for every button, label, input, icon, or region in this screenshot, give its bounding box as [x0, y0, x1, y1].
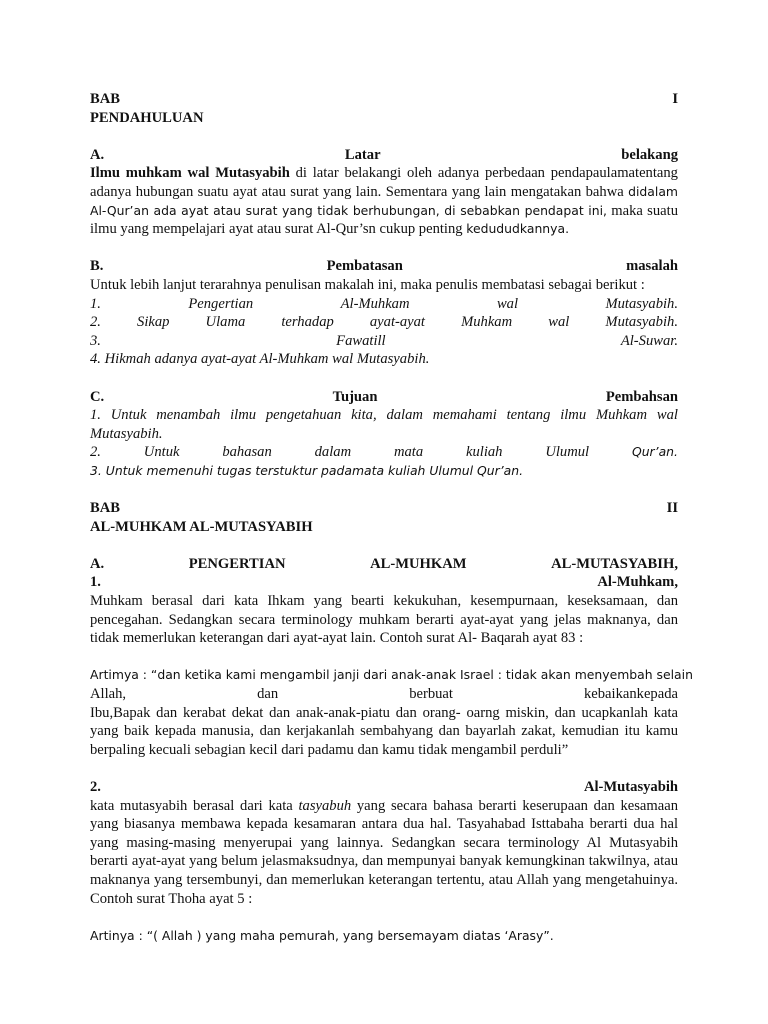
text-word: Al-Suwar. — [620, 332, 678, 349]
text-word: ilmu — [560, 407, 587, 424]
text-word: yang secara bahasa berarti keserupaan dan kesamaan yang biasanya membawa kepada kesamaran antara dua hal. Tasyahabad Isttabaha berarti dua hal yang masing-masing menyerupai yang lainnya. Sedangkan secara terminology Al Mutasyabih berarti ayat-ayat yang belum jelasmaksudnya, dan mempunyai banyak kemungkinan takwilnya, atau maknanya yang tersembunyi, dan memerlukan keterangan tertentu, atau Allah yang mengetahuinya. Contoh surat Thoha ayat 5 : — [90, 797, 678, 907]
text-word: Al-Muhkam — [340, 295, 410, 312]
list-item: 4. Hikmah adanya ayat-ayat Al-Muhkam wal Mutasyabih. — [90, 351, 430, 368]
artinya-rest: Ibu,Bapak dan kerabat dekat dan anak-anak-piatu dan orang- oarng miskin, dan ucapkanlah kata yang baik kepada manusia, dan kerjakanlah sembahyang dan bayarlah zakat, kemudian itu kamu berpaling kecuali sebagian kecil dari padamu dan kamu tidak mengambil perduli” — [90, 704, 678, 758]
muhkam-paragraph: Muhkam berasal dari kata Ihkam yang bearti kekukuhan, kesempurnaan, keseksamaan, dan pencegahan. Sedangkan secara terminology muhkam berarti ayat-ayat yang jelas maknanya, dan tidak memerlukan keterangan dari ayat-ayat lain. Contoh surat Al- Baqarah ayat 83 : — [90, 593, 678, 647]
text-word: kita, — [351, 407, 377, 424]
text-word: dalam — [386, 407, 423, 424]
text-word: dalam — [314, 444, 352, 461]
bab1-word: BAB — [90, 91, 121, 107]
document-body — [90, 90, 693, 945]
section-a-word: Latar — [344, 146, 381, 163]
text-word: tasyabuh — [298, 797, 352, 814]
mutasyabih-paragraph — [90, 797, 678, 909]
text-word: PENGERTIAN — [188, 555, 286, 572]
text-word: menambah — [156, 407, 221, 424]
section-b-word: masalah — [626, 258, 678, 275]
subsection-1-heading — [90, 573, 678, 592]
section-a-heading — [90, 146, 678, 165]
text-word: tentang — [506, 407, 551, 424]
section-b-intro: Untuk lebih lanjut terarahnya penulisan makalah ini, maka penulis membatasi sebagai berikut : — [90, 276, 645, 293]
text-word: pengetahuan — [265, 407, 342, 424]
text-word: Artimya : — [90, 667, 151, 683]
text-word: kebaikankepada — [583, 686, 678, 702]
section-c-word: Tujuan — [332, 388, 378, 405]
section-a-text: di latar belakangi oleh adanya perbedaan pendapaulamatentang adanya hubungan suatu ayat atau surat yang lain. Sementara yang lain mengatakan bahwa — [90, 165, 678, 200]
list-item-continuation: Mutasyabih. — [90, 425, 163, 442]
list-item — [90, 313, 678, 332]
artinya-line2 — [90, 685, 678, 704]
text-word: 3. — [90, 332, 101, 349]
text-word: AL-MUTASYABIH, — [551, 555, 678, 572]
text-word: berbuat — [409, 686, 453, 702]
section-b-number: B. — [90, 258, 104, 275]
subsection-2-heading — [90, 778, 678, 797]
text-word: Ulama — [205, 314, 246, 331]
text-word: Allah, — [90, 686, 127, 702]
bab2-number: II — [666, 500, 678, 517]
text-word: Mutasyabih. — [605, 295, 678, 312]
bab1-heading — [90, 90, 678, 109]
text-word: AL-MUHKAM — [370, 555, 467, 572]
section-b-heading — [90, 257, 678, 276]
bab1-number: I — [672, 91, 678, 107]
section-a-text: didalam Al-Qur’an ada ayat atau surat yang tidak berhubungan, di sebabkan pendapat ini, — [90, 183, 678, 218]
bab2-word: BAB — [90, 500, 121, 517]
text-word: kata mutasyabih berasal dari kata — [90, 797, 299, 814]
list-item — [90, 332, 678, 351]
section-b-word: Pembatasan — [326, 258, 403, 275]
pengertian-heading — [90, 555, 678, 574]
text-word: “dan ketika kami mengambil janji dari anak-anak Israel : tidak akan menyembah selain — [150, 667, 693, 683]
section-a-paragraph — [90, 164, 678, 238]
list-item: 3. Untuk memenuhi tugas terstuktur padamata kuliah Ulumul Qur’an. — [90, 462, 524, 478]
subsection-1-number: 1. — [90, 574, 101, 591]
text-word: Mutasyabih. — [605, 314, 678, 331]
bab2-title: AL-MUHKAM AL-MUTASYABIH — [90, 518, 313, 535]
text-word: bahasan — [222, 444, 272, 461]
text-word: mata — [393, 444, 424, 461]
list-item — [90, 443, 678, 462]
text-word: Untuk — [110, 407, 147, 424]
text-word: Untuk — [143, 444, 180, 461]
text-word: Muhkam — [461, 314, 513, 331]
text-word: 1. — [90, 295, 101, 312]
text-word: ilmu — [230, 407, 257, 424]
text-word: terhadap — [281, 314, 334, 331]
section-c-word: Pembahsan — [605, 388, 678, 405]
text-word: 2. — [90, 314, 101, 331]
text-word: Fawatill — [336, 332, 386, 349]
artinya-thoha: Artinya : “( Allah ) yang maha pemurah, yang bersemayam diatas ‘Arasy”. — [90, 927, 554, 943]
text-word: Ulumul — [545, 444, 590, 461]
list-item — [90, 295, 678, 314]
list-item — [90, 406, 678, 425]
text-word: Pengertian — [188, 295, 254, 312]
subsection-2-number: 2. — [90, 778, 101, 795]
section-a-text: maka suatu ilmu yang mempelajari ayat atau surat Al-Qur’sn cukup penting — [90, 202, 678, 238]
text-word: wal — [548, 314, 570, 331]
section-a-number: A. — [90, 146, 105, 163]
subsection-2-title: Al-Mutasyabih — [583, 778, 678, 795]
section-a-text: kedududkannya. — [466, 221, 570, 237]
text-word: Qur’an. — [631, 444, 678, 460]
bab2-heading — [90, 499, 678, 518]
text-word: ayat-ayat — [369, 314, 425, 331]
text-word: 2. — [90, 444, 101, 461]
section-c-heading — [90, 388, 678, 407]
text-word: memahami — [432, 407, 497, 424]
text-word: A. — [90, 555, 105, 572]
text-word: kuliah — [465, 444, 503, 461]
section-a-word: belakang — [621, 146, 678, 163]
text-word: dan — [257, 686, 279, 702]
text-word: 1. — [90, 407, 101, 424]
bab1-title: PENDAHULUAN — [90, 109, 204, 126]
subsection-1-title: Al-Muhkam, — [597, 574, 678, 591]
artinya-line1 — [90, 666, 693, 685]
text-word: Muhkam — [595, 407, 648, 424]
text-word: Sikap — [137, 314, 170, 331]
section-c-number: C. — [90, 388, 105, 405]
section-a-bold-lead: Ilmu muhkam wal Mutasyabih — [90, 165, 290, 182]
text-word: wal — [496, 295, 519, 312]
text-word: wal — [656, 407, 678, 424]
